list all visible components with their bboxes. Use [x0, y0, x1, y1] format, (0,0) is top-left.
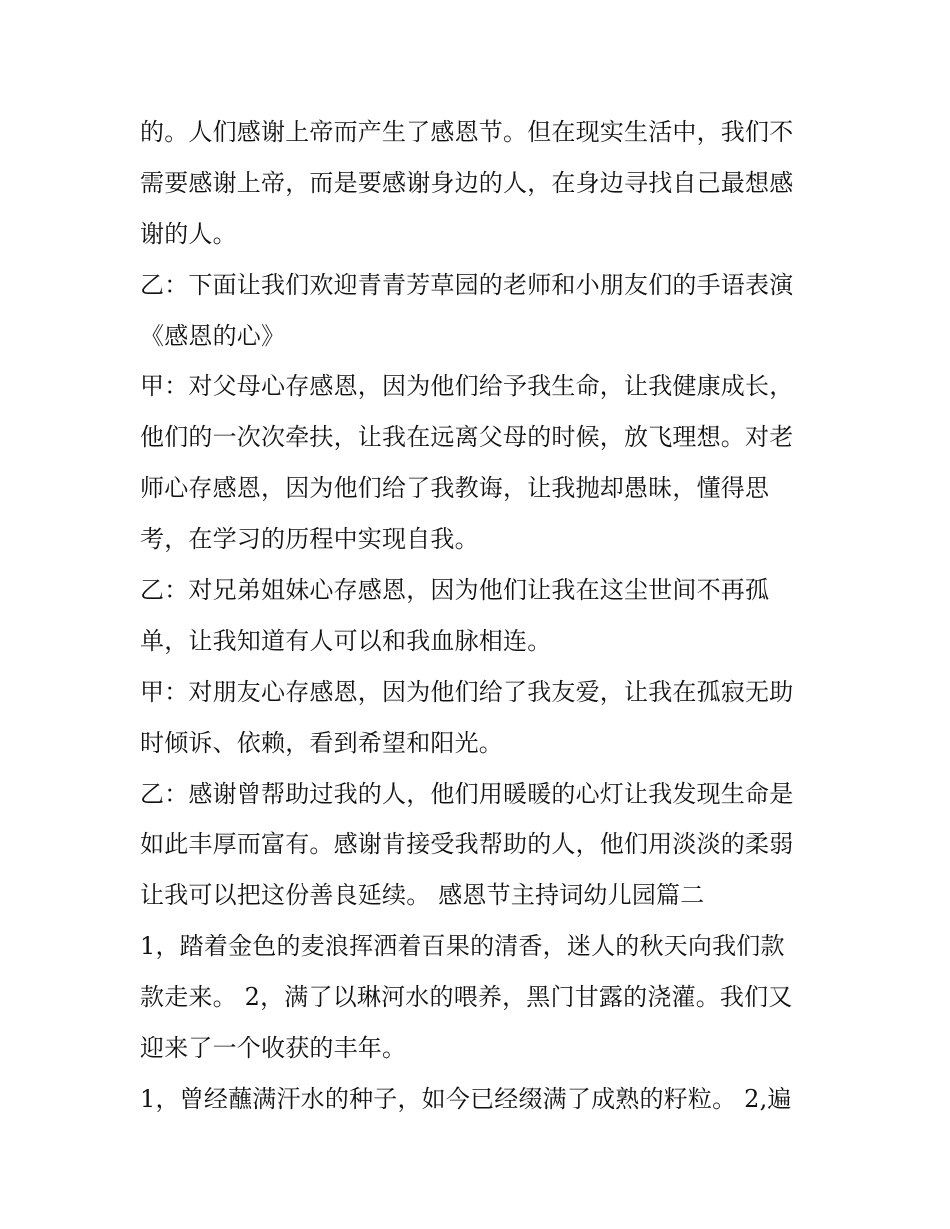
text-line: 需要感谢上帝，而是要感谢身边的人，在身边寻找自己最想感 — [140, 168, 794, 197]
text-line: 乙：对兄弟姐妹心存感恩，因为他们让我在这尘世间不再孤 — [140, 576, 770, 605]
text-line: 让我可以把这份善良延续。 感恩节主持词幼儿园篇二 — [140, 881, 705, 910]
text-line: 单，让我知道有人可以和我血脉相连。 — [140, 626, 552, 655]
text-line: 如此丰厚而富有。感谢肯接受我帮助的人，他们用淡淡的柔弱 — [140, 830, 794, 859]
text-line: 《感恩的心》 — [140, 321, 286, 350]
text-line: 师心存感恩，因为他们给了我教诲，让我抛却愚昧，懂得思 — [140, 474, 770, 503]
text-line: 时倾诉、依赖，看到希望和阳光。 — [140, 728, 503, 757]
text-line: 甲：对朋友心存感恩，因为他们给了我友爱，让我在孤寂无助 — [140, 677, 794, 706]
text-line: 考，在学习的历程中实现自我。 — [140, 525, 479, 554]
text-line: 的。人们感谢上帝而产生了感恩节。但在现实生活中，我们不 — [140, 118, 794, 146]
text-line: 谢的人。 — [140, 219, 237, 248]
text-line: 1，曾经蘸满汗水的种子，如今已经缀满了成熟的籽粒。 2,遍 — [140, 1084, 792, 1113]
text-line: 乙：下面让我们欢迎青青芳草园的老师和小朋友们的手语表演 — [140, 270, 794, 299]
document-body — [140, 107, 820, 1125]
text-line: 款走来。 2，满了以琳河水的喂养，黑门甘露的浇灌。我们又 — [140, 983, 793, 1012]
text-line: 甲：对父母心存感恩，因为他们给予我生命，让我健康成长， — [140, 372, 794, 401]
text-line: 他们的一次次牵扶，让我在远离父母的时候，放飞理想。对老 — [140, 423, 794, 452]
text-line: 乙：感谢曾帮助过我的人，他们用暖暖的心灯让我发现生命是 — [140, 779, 794, 808]
text-line: 1，踏着金色的麦浪挥洒着百果的清香，迷人的秋天向我们款 — [140, 932, 785, 961]
text-line: 迎来了一个收获的丰年。 — [140, 1034, 407, 1063]
